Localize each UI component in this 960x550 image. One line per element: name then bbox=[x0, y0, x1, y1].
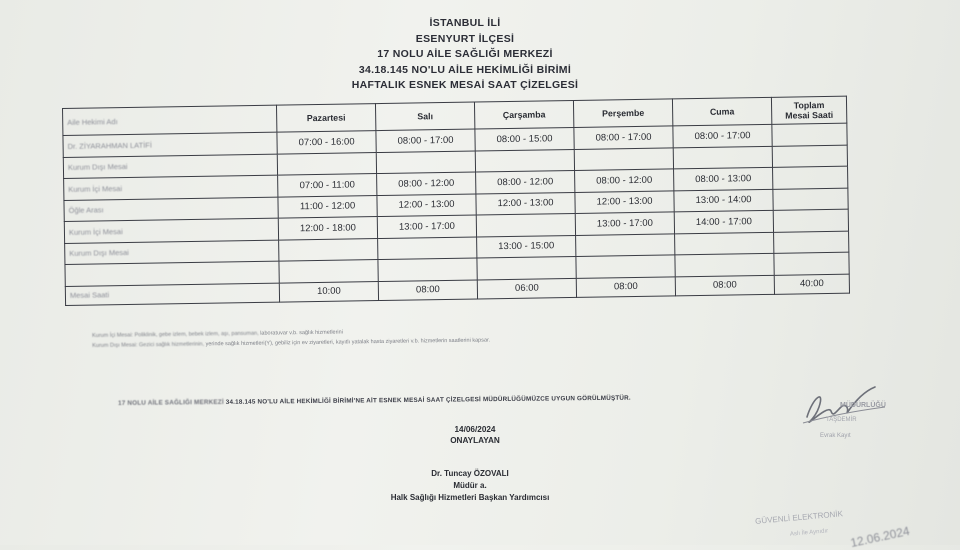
row-total-cell bbox=[773, 209, 848, 232]
header-physician-name: Aile Hekimi Adı bbox=[63, 105, 277, 135]
signer-title-2: Halk Sağlığı Hizmetleri Başkan Yardımcısı bbox=[390, 493, 550, 502]
time-cell: 14:00 - 17:00 bbox=[674, 210, 773, 233]
heading-district: ESENYURT İLÇESİ bbox=[415, 32, 515, 45]
approval-date: 14/06/2024 bbox=[454, 425, 496, 434]
time-cell: 11:00 - 12:00 bbox=[278, 195, 377, 218]
esign-line-3: 12.06.2024 bbox=[849, 523, 911, 550]
time-cell: 12:00 - 13:00 bbox=[476, 192, 575, 215]
row-label: Öğle Arası bbox=[64, 197, 278, 222]
time-cell: 07:00 - 11:00 bbox=[278, 174, 377, 197]
time-cell bbox=[279, 260, 378, 283]
row-label: Dr. ZİYARAHMAN LATİFİ bbox=[63, 132, 277, 157]
approval-date-block bbox=[405, 424, 545, 446]
document-heading bbox=[250, 16, 680, 94]
header-day: Salı bbox=[375, 102, 474, 131]
time-cell bbox=[476, 213, 575, 236]
time-cell: 13:00 - 17:00 bbox=[377, 215, 476, 238]
row-label: Kurum Dışı Mesai bbox=[65, 240, 279, 265]
row-total-cell bbox=[774, 231, 849, 254]
time-cell: 12:00 - 13:00 bbox=[377, 194, 476, 217]
signer-title-1: Müdür a. bbox=[453, 481, 487, 490]
time-cell: 08:00 - 17:00 bbox=[574, 126, 673, 149]
row-label: Kurum Dışı Mesai bbox=[63, 154, 277, 179]
time-cell: 12:00 - 18:00 bbox=[278, 217, 377, 240]
row-total-cell bbox=[774, 252, 849, 275]
time-cell bbox=[475, 149, 574, 172]
signer-name: Dr. Tuncay ÖZOVALI bbox=[431, 469, 509, 478]
approval-prefix: 17 NOLU AİLE SAĞLIĞI MERKEZİ bbox=[118, 398, 224, 407]
time-cell: 13:00 - 17:00 bbox=[575, 212, 674, 235]
time-cell: 08:00 - 12:00 bbox=[476, 170, 575, 193]
stamp-line-2: TAŞDEMİR bbox=[826, 417, 857, 423]
heading-province: İSTANBUL İLİ bbox=[429, 17, 501, 29]
stamp-line-1: MÜDÜRLÜĞÜ bbox=[840, 402, 886, 409]
header-total-hours bbox=[771, 96, 846, 124]
time-cell bbox=[576, 255, 675, 278]
row-total-cell bbox=[772, 145, 847, 168]
schedule-table bbox=[62, 96, 850, 306]
footnotes bbox=[92, 325, 490, 351]
daily-total-cell: 06:00 bbox=[477, 278, 576, 299]
heading-schedule-title: HAFTALIK ESNEK MESAİ SAAT ÇİZELGESİ bbox=[351, 79, 579, 91]
time-cell: 08:00 - 13:00 bbox=[674, 167, 773, 190]
daily-total-cell: 08:00 bbox=[675, 275, 774, 296]
approved-by-label: ONAYLAYAN bbox=[450, 436, 500, 445]
daily-total-cell: 08:00 bbox=[576, 276, 675, 297]
approval-statement bbox=[118, 395, 631, 407]
footnote-blurred: Kurum İçi Mesai: Poliklinik, gebe izlem, bebek izlem, aşı, pansuman, bbox=[92, 330, 259, 339]
approval-text: 34.18.145 NO'LU AİLE HEKİMLİĞİ BİRİMİ'NE AİT ESNEK MESAİ SAAT ÇİZELGESİ MÜDÜRLÜĞÜMÜZCE UYGUN GÖRÜLMÜŞTÜR. bbox=[223, 394, 631, 406]
time-cell bbox=[378, 237, 477, 260]
time-cell: 08:00 - 17:00 bbox=[376, 129, 475, 152]
time-cell bbox=[279, 238, 378, 261]
time-cell bbox=[378, 258, 477, 281]
header-day: Perşembe bbox=[573, 99, 672, 128]
grand-total-cell: 40:00 bbox=[774, 274, 849, 294]
time-cell: 08:00 - 12:00 bbox=[575, 169, 674, 192]
header-day: Çarşamba bbox=[474, 100, 573, 129]
time-cell bbox=[673, 146, 772, 169]
esign-line-2: Aslı İle Aynıdır bbox=[789, 528, 829, 538]
time-cell bbox=[574, 147, 673, 170]
heading-unit: 34.18.145 NO'LU AİLE HEKİMLİĞİ BİRİMİ bbox=[358, 63, 572, 76]
time-cell: 08:00 - 17:00 bbox=[673, 124, 772, 147]
esign-line-1: GÜVENLİ ELEKTRONİK bbox=[754, 509, 844, 526]
time-cell: 07:00 - 16:00 bbox=[277, 131, 376, 154]
time-cell bbox=[675, 253, 774, 276]
time-cell bbox=[477, 256, 576, 279]
heading-health-center: 17 NOLU AİLE SAĞLIĞI MERKEZİ bbox=[377, 48, 553, 60]
row-label: Kurum İçi Mesai bbox=[64, 218, 278, 243]
signer-block bbox=[360, 468, 580, 504]
time-cell bbox=[277, 152, 376, 175]
footnote-text: yerinde sağlık hizmetleri(Y), gebiliz için ev ziyaretleri, kayıtlı yatalak hasta ziyaretleri v.b. hizmetlerin saatlerini kapsar. bbox=[204, 337, 491, 348]
footnote-blurred: Kurum Dışı Mesai: Gezici sağlık hizmetlerinin, bbox=[92, 341, 205, 349]
time-cell: 12:00 - 13:00 bbox=[575, 190, 674, 213]
time-cell bbox=[376, 151, 475, 174]
time-cell: 08:00 - 12:00 bbox=[377, 172, 476, 195]
daily-total-cell: 10:00 bbox=[279, 281, 378, 302]
time-cell: 13:00 - 15:00 bbox=[477, 235, 576, 258]
time-cell bbox=[576, 233, 675, 256]
time-cell bbox=[675, 232, 774, 255]
header-total-line1: Toplam bbox=[793, 100, 825, 111]
daily-total-cell: 08:00 bbox=[378, 279, 477, 300]
header-total-line2: Mesai Saati bbox=[785, 109, 834, 121]
footnote-text: laboratuvar v.b. sağlık hizmetlerini bbox=[258, 329, 343, 337]
time-cell: 08:00 - 15:00 bbox=[475, 127, 574, 150]
row-total-cell bbox=[773, 188, 848, 211]
stamp-line-3: Evrak Kayıt bbox=[820, 433, 851, 439]
header-day: Pazartesi bbox=[276, 104, 375, 133]
header-day: Cuma bbox=[672, 97, 771, 126]
row-label: Kurum İçi Mesai bbox=[64, 175, 278, 200]
row-total-cell bbox=[773, 166, 848, 189]
time-cell: 13:00 - 14:00 bbox=[674, 189, 773, 212]
totals-label: Mesai Saati bbox=[65, 283, 279, 305]
row-total-cell bbox=[772, 123, 847, 146]
